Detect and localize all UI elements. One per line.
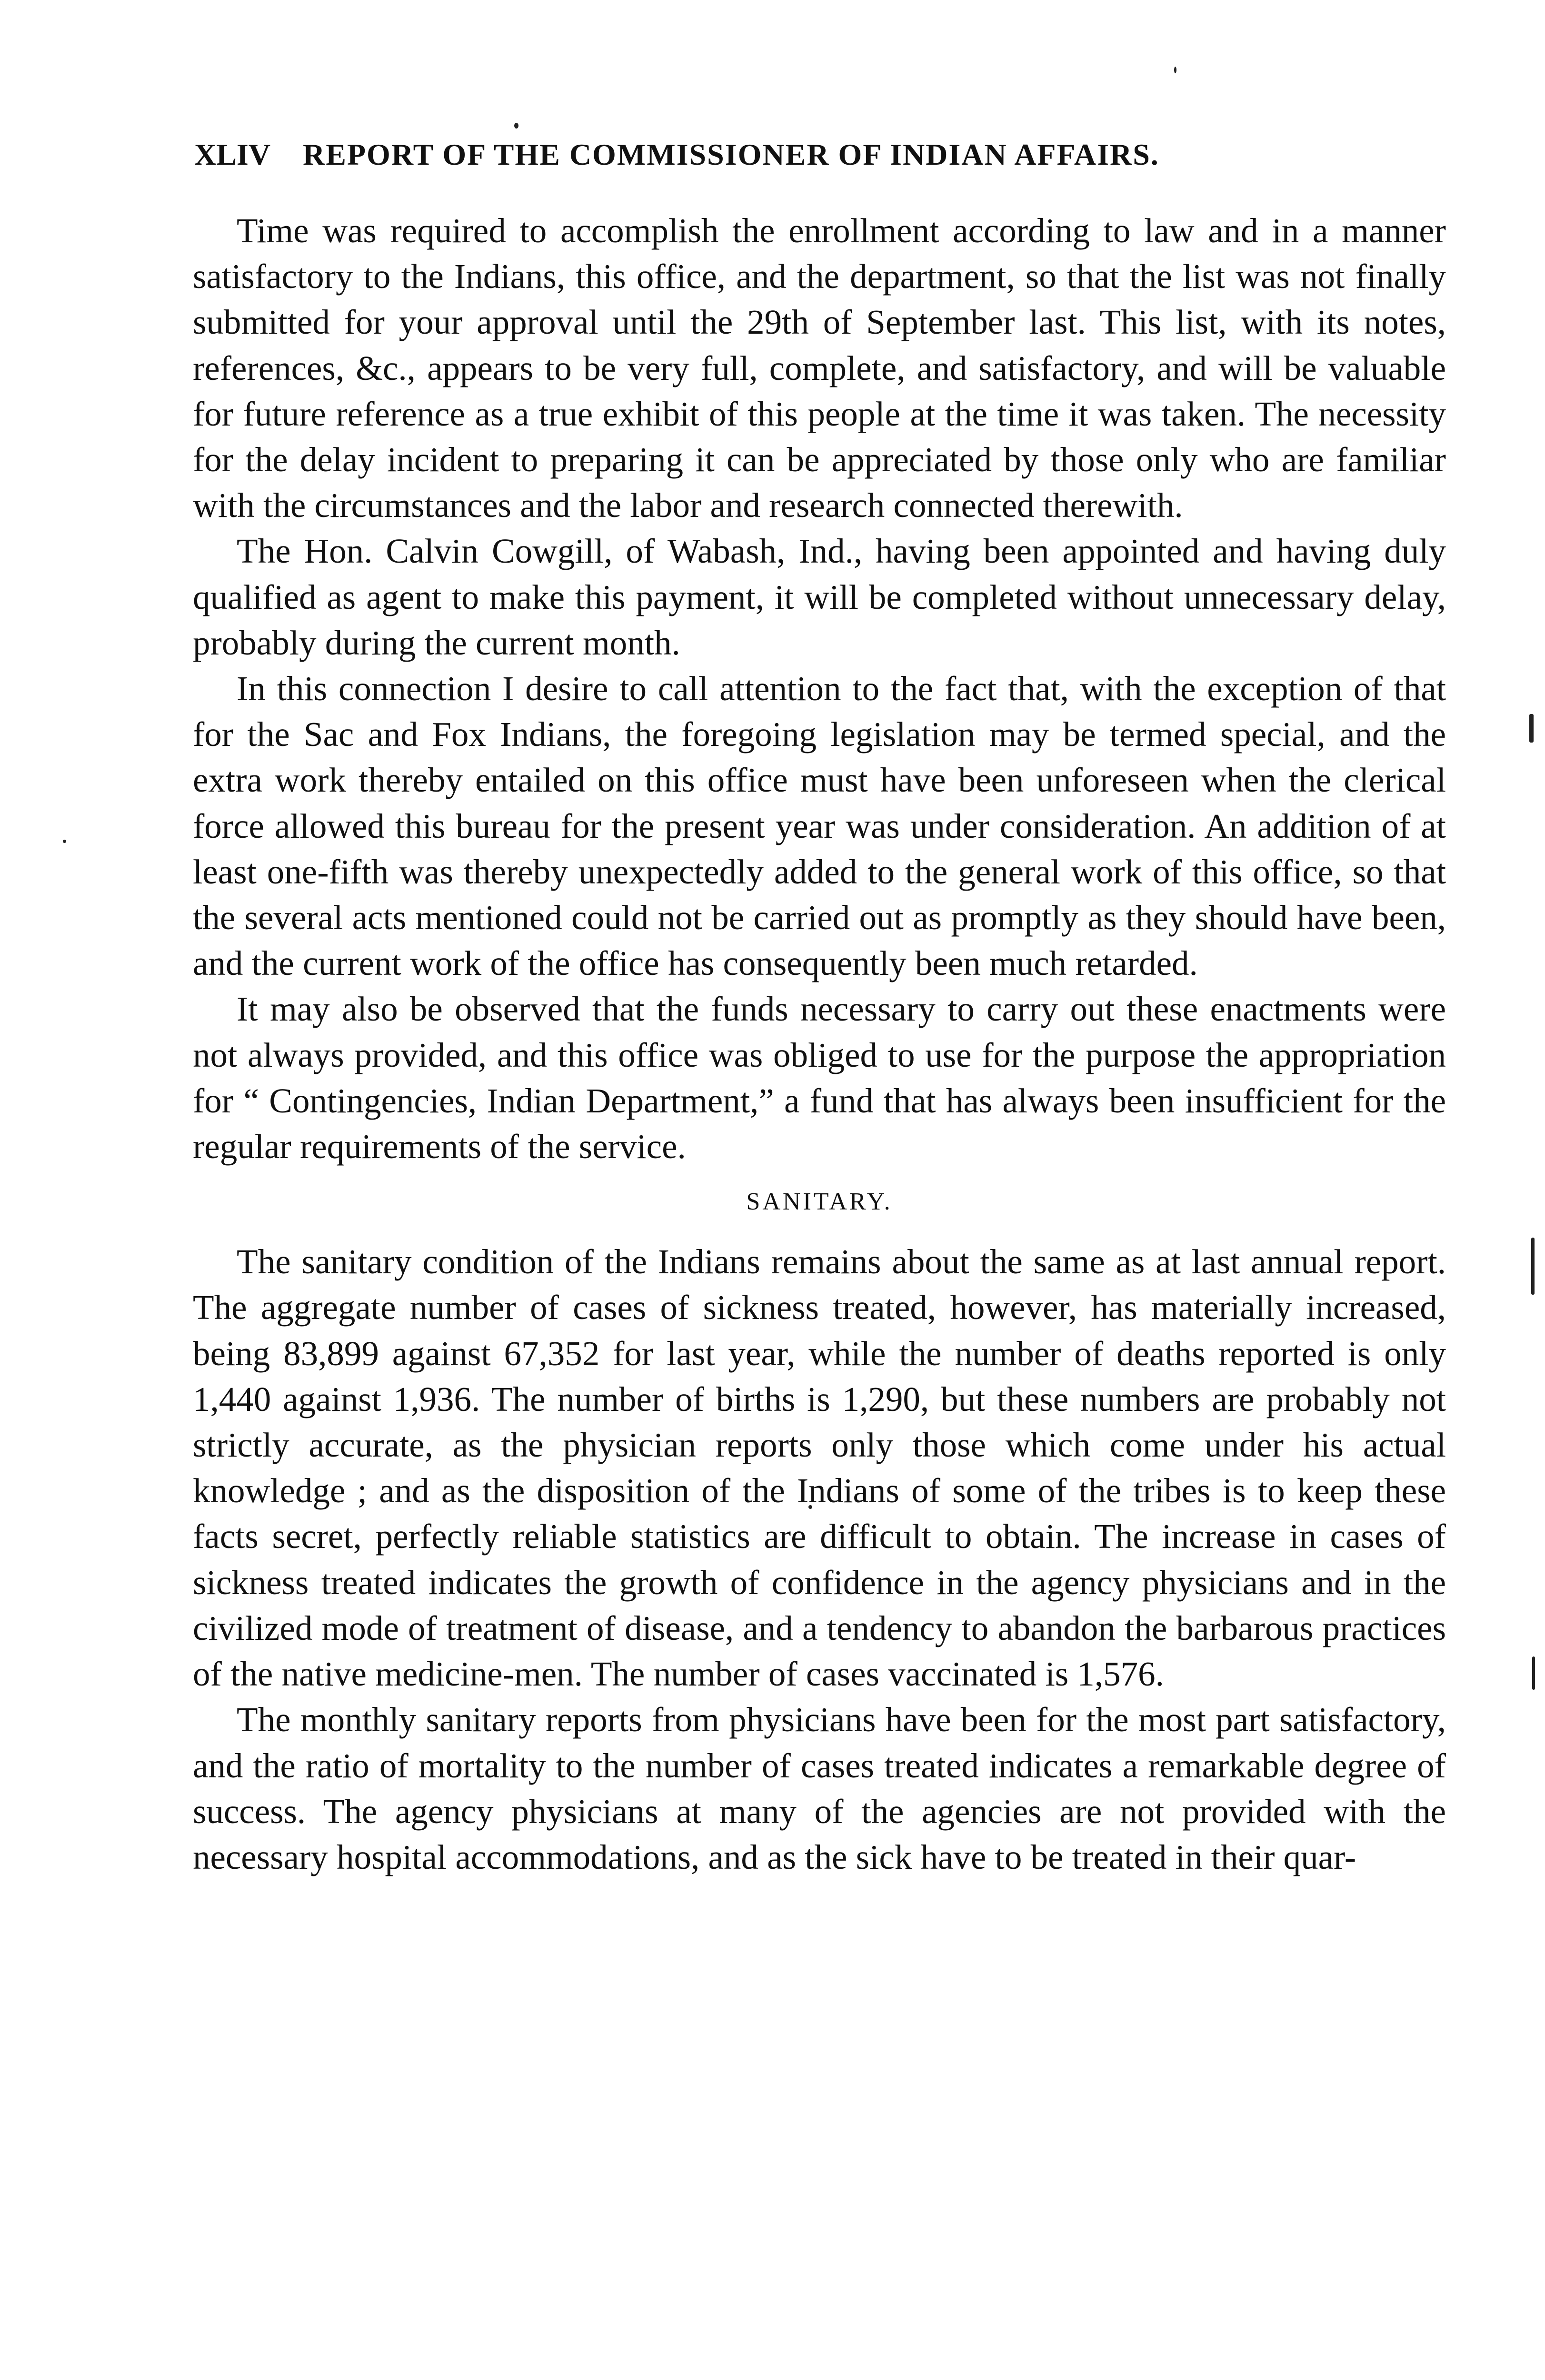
print-speck (63, 840, 66, 843)
print-speck (1532, 1656, 1535, 1690)
body-text (193, 208, 1446, 1880)
paragraph-funds: It may also be observed that the funds necessary to carry out these enactments were not always provided, and this office was obliged to use for the purpose the appropriation for “ Contingencies, Indian Department,” a fund that has always been insufficient for the regular requirements of the service. (193, 990, 1446, 1166)
running-head (194, 136, 1356, 174)
section-heading-sanitary: SANITARY. (746, 1188, 893, 1216)
page-number: XLIV (194, 138, 271, 171)
paragraph-sanitary-condition: The sanitary condition of the Indians remains about the same as at last annual report. The aggregate number of cases of sickness treated, however, has materially increased, being 83,899 against 67,352 for last year, while the number of deaths reported is only 1,440 against 1,936. The number of births is 1,290, but these numbers are probably not strictly accurate, as the physician reports only those which come under his actual knowledge ; and as the disposition of the Indians of some of the tribes is to keep these facts secret, perfectly reliable statistics are difficult to obtain. The increase in cases of sickness treated indicates the growth of confidence in the agency physicians and in the civilized mode of treatment of disease, and a tendency to abandon the barbarous practices of the native medicine-men. The number of cases vaccinated is 1,576. (193, 1242, 1446, 1694)
paragraph-monthly-reports: The monthly sanitary reports from physicians have been for the most part satisfactory, and the ratio of mortality to the number of cases treated indicates a remarkable degree of success. The agency physicians at many of the agencies are not provided with the necessary hospital accommodations, and as the sick have to be treated in their quar- (193, 1700, 1446, 1876)
print-speck (514, 123, 518, 129)
paragraph-enrollment: Time was required to accomplish the enrollment according to law and in a manner satisfactory to the Indians, this office, and the department, so that the list was not finally submitted for your approval until the 29th of September last. This list, with its notes, references, &c., appears to be very full, complete, and satisfactory, and will be valuable for future reference as a true exhibit of this people at the time it was taken. The necessity for the delay incident to preparing it can be appreciated by those only who are familiar with the circumstances and the labor and research connected therewith. (193, 211, 1446, 525)
print-speck (1174, 67, 1176, 73)
report-title: REPORT OF THE COMMISSIONER OF INDIAN AFFAIRS. (303, 138, 1159, 171)
paragraph-special-legislation: In this connection I desire to call attention to the fact that, with the exception of that for the Sac and Fox Indians, the foregoing legislation may be termed special, and the extra work thereby entailed on this office must have been unforeseen when the clerical force allowed this bureau for the present year was under consideration. An addition of at least one-fifth was thereby unexpectedly added to the general work of this office, so that the several acts mentioned could not be carried out as promptly as they should have been, and the current work of the office has consequently been much retarded. (193, 669, 1446, 983)
print-speck (1529, 714, 1534, 743)
paragraph-cowgill-agent: The Hon. Calvin Cowgill, of Wabash, Ind., having been appointed and having duly qualified as agent to make this payment, it will be completed without unnecessary delay, probably during the current month. (193, 532, 1446, 662)
print-speck (1531, 1238, 1535, 1295)
